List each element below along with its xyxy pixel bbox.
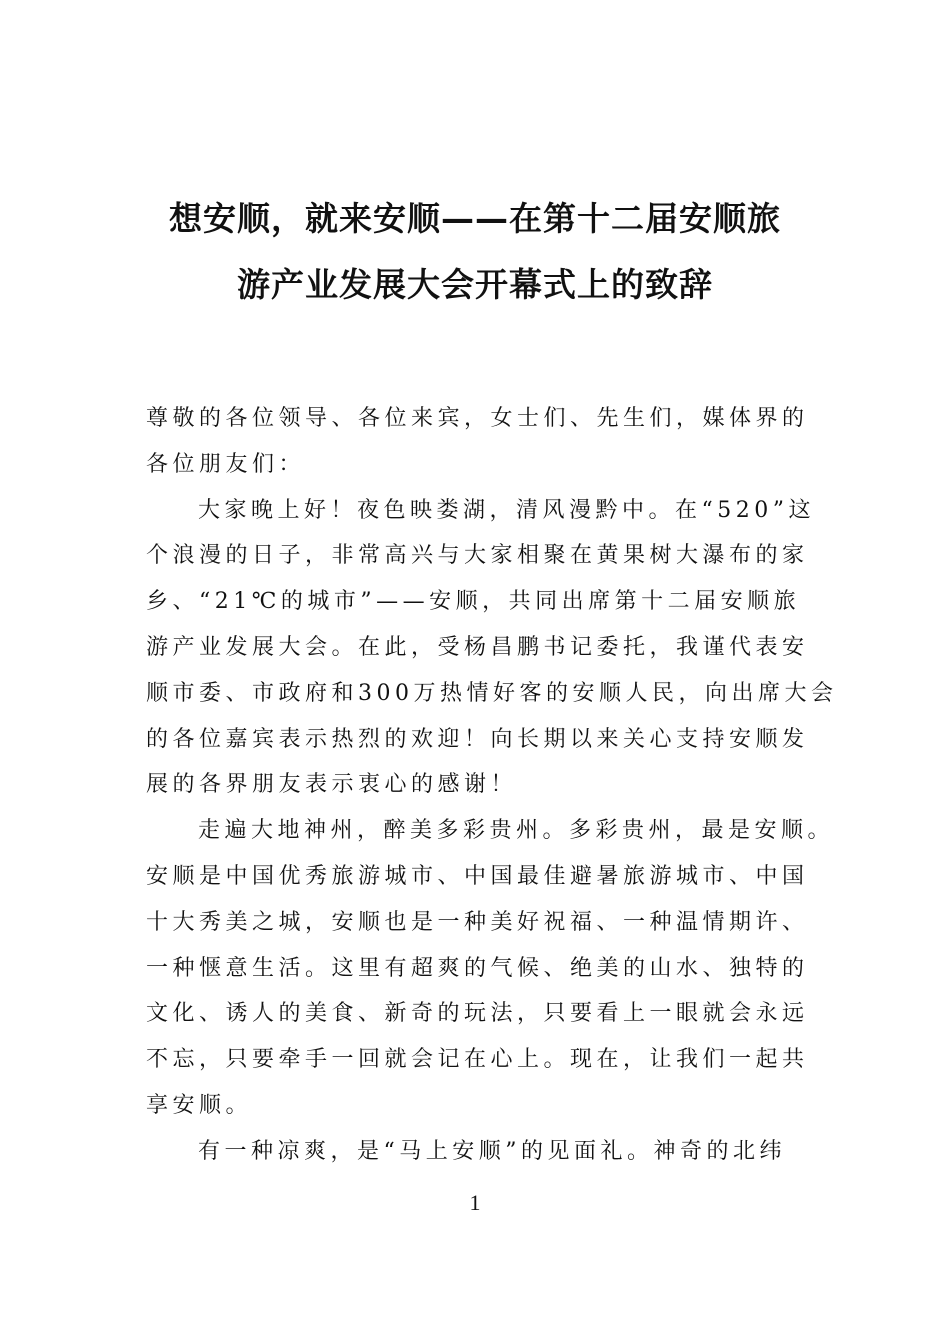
body-line: 安顺是中国优秀旅游城市、中国最佳避暑旅游城市、中国 <box>146 863 809 889</box>
title-line-1: 想安顺，就来安顺——在第十二届安顺旅 <box>169 199 781 238</box>
paragraph-start-line: 有一种凉爽，是“马上安顺”的见面礼。神奇的北纬 <box>198 1138 786 1164</box>
body-line: 乡、“21℃的城市”——安顺，共同出席第十二届安顺旅 <box>146 589 801 615</box>
body-line: 个浪漫的日子，非常高兴与大家相聚在黄果树大瀑布的家 <box>146 543 809 569</box>
body-line: 一种惬意生活。这里有超爽的气候、绝美的山水、独特的 <box>146 955 809 981</box>
document-body <box>146 396 838 1175</box>
paragraph-start-line: 大家晚上好！夜色映娄湖，清风漫黔中。在“520”这 <box>198 497 815 523</box>
body-line: 享安顺。 <box>146 1092 253 1118</box>
body-line: 文化、诱人的美食、新奇的玩法，只要看上一眼就会永远 <box>146 1001 809 1027</box>
title-line-2: 游产业发展大会开幕式上的致辞 <box>237 265 713 304</box>
body-line: 各位朋友们： <box>146 451 306 477</box>
body-line: 顺市委、市政府和300万热情好客的安顺人民，向出席大会 <box>146 680 838 706</box>
body-line: 游产业发展大会。在此，受杨昌鹏书记委托，我谨代表安 <box>146 634 809 660</box>
body-line: 的各位嘉宾表示热烈的欢迎！向长期以来关心支持安顺发 <box>146 726 809 752</box>
document-title <box>130 186 820 318</box>
page-number: 1 <box>469 1190 481 1215</box>
body-line: 十大秀美之城，安顺也是一种美好祝福、一种温情期许、 <box>146 909 809 935</box>
body-line: 尊敬的各位领导、各位来宾，女士们、先生们，媒体界的 <box>146 406 809 431</box>
paragraph-start-line: 走遍大地神州，醉美多彩贵州。多彩贵州，最是安顺。 <box>198 818 835 844</box>
body-line: 不忘，只要牵手一回就会记在心上。现在，让我们一起共 <box>146 1047 809 1073</box>
body-line: 展的各界朋友表示衷心的感谢！ <box>146 772 518 798</box>
